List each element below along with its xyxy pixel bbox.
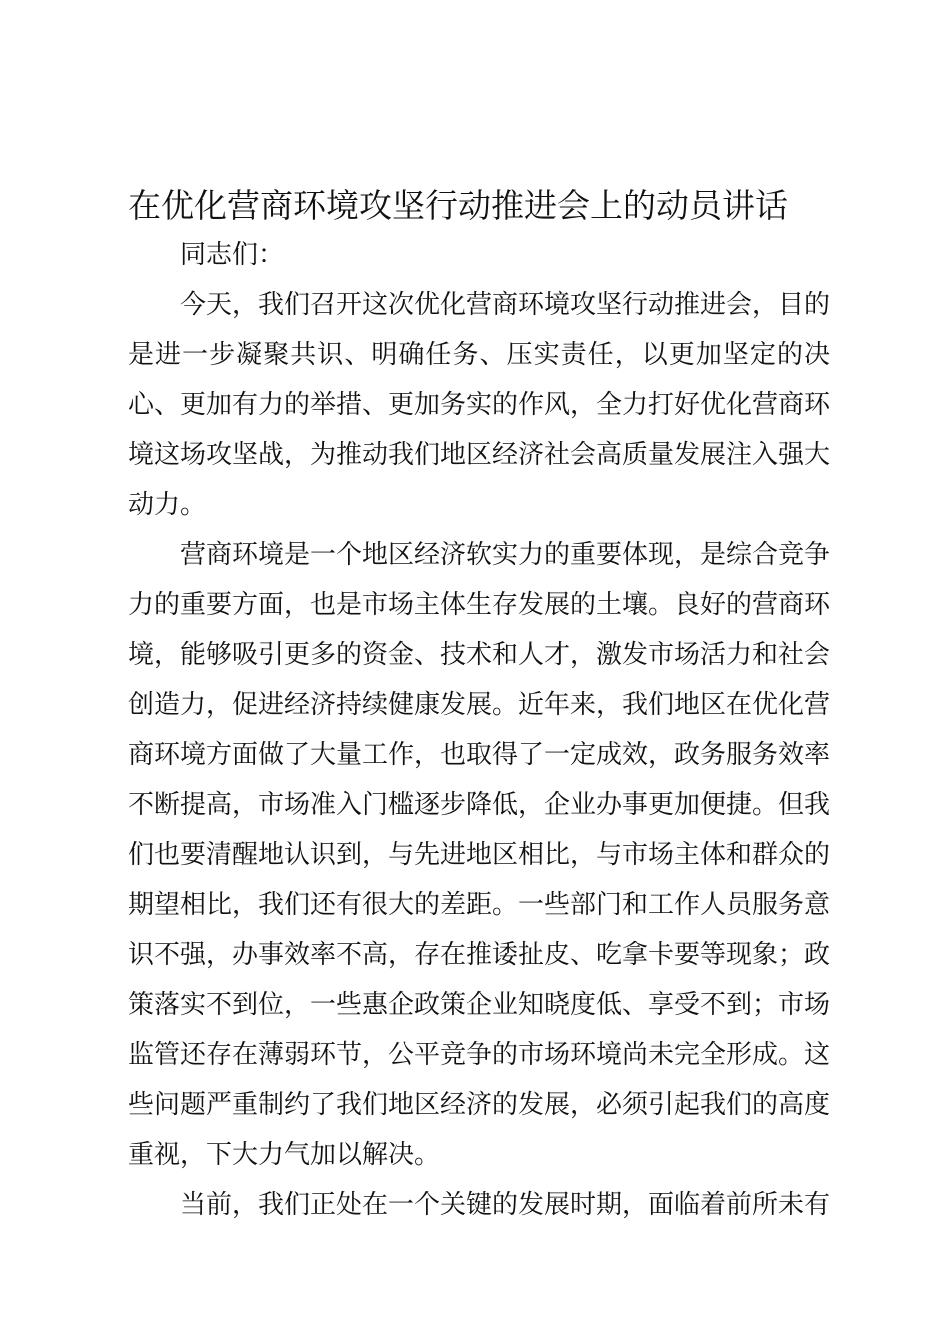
document-body bbox=[128, 182, 830, 1230]
paragraph-2: 营商环境是一个地区经济软实力的重要体现，是综合竞争力的重要方面，也是市场主体生存发展的土壤。良好的营商环境，能够吸引更多的资金、技术和人才，激发市场活力和社会创造力，促进经济持续健康发展。近年来，我们地区在优化营商环境方面做了大量工作，也取得了一定成效，政务服务效率不断提高，市场准入门槛逐步降低，企业办事更加便捷。但我们也要清醒地认识到，与先进地区相比，与市场主体和群众的期望相比，我们还有很大的差距。一些部门和工作人员服务意识不强，办事效率不高，存在推诿扯皮、吃拿卡要等现象；政策落实不到位，一些惠企政策企业知晓度低、享受不到；市场监管还存在薄弱环节，公平竞争的市场环境尚未完全形成。这些问题严重制约了我们地区经济的发展，必须引起我们的高度重视，下大力气加以解决。 bbox=[128, 540, 831, 1170]
paragraph-3: 当前，我们正处在一个关键的发展时期，面临着前所未有 bbox=[180, 1190, 831, 1220]
document-title: 在优化营商环境攻坚行动推进会上的动员讲话 bbox=[128, 186, 788, 225]
paragraph-1: 今天，我们召开这次优化营商环境攻坚行动推进会，目的是进一步凝聚共识、明确任务、压实责任，以更加坚定的决心、更加有力的举措、更加务实的作风，全力打好优化营商环境这场攻坚战，为推动我们地区经济社会高质量发展注入强大动力。 bbox=[128, 290, 831, 520]
salutation: 同志们： bbox=[180, 240, 285, 270]
